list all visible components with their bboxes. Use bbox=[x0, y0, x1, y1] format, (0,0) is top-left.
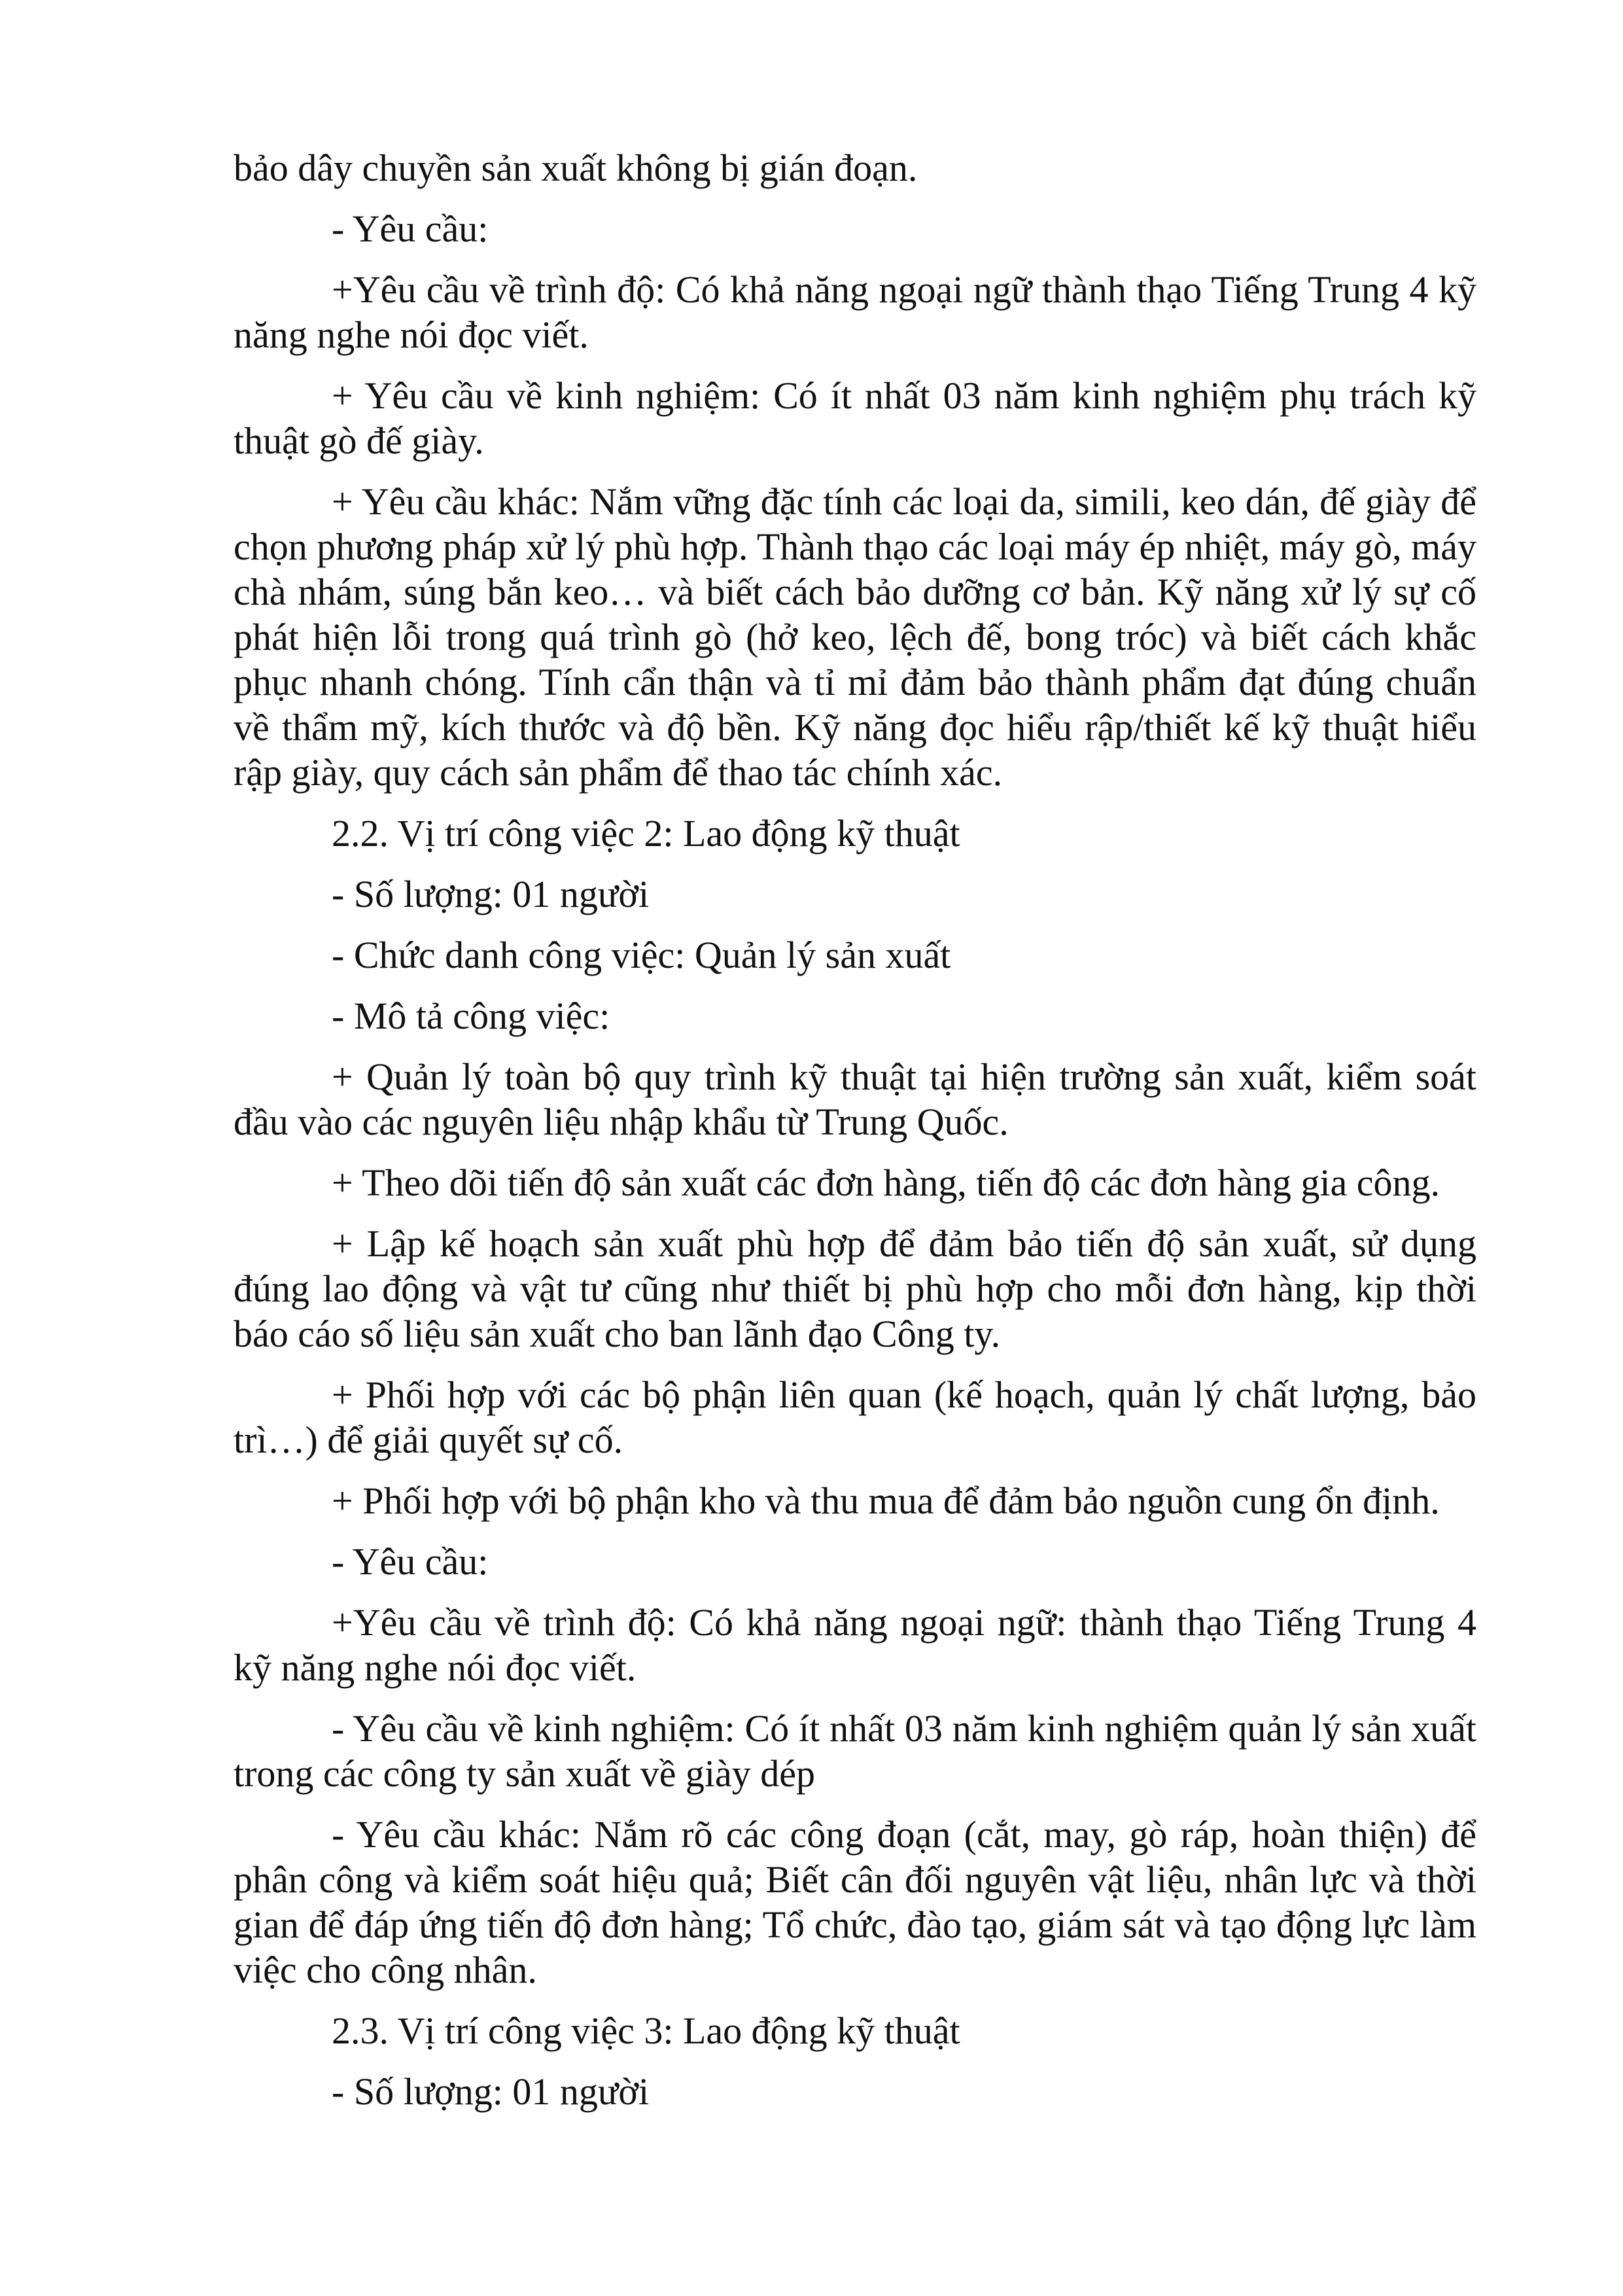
section-2-3-heading: 2.3. Vị trí công việc 3: Lao động kỹ thuật bbox=[332, 2009, 960, 2052]
requirement-experience: - Yêu cầu về kinh nghiệm: Có ít nhất 03 năm kinh nghiệm quản lý sản xuất trong các công ty sản xuất về giày dép bbox=[234, 1707, 1476, 1795]
requirement-other: - Yêu cầu khác: Nắm rõ các công đoạn (cắt, may, gò ráp, hoàn thiện) để phân công và kiểm soát hiệu quả; Biết cân đối nguyên vật liệu, nhân lực và thời gian để đáp ứng tiến độ đơn hàng; Tổ chức, đào tạo, giám sát và tạo động lực làm việc cho công nhân. bbox=[234, 1813, 1476, 1991]
quantity-line: - Số lượng: 01 người bbox=[332, 2070, 650, 2113]
duty-item: + Phối hợp với bộ phận kho và thu mua để đảm bảo nguồn cung ổn định. bbox=[332, 1479, 1440, 1522]
document-page bbox=[234, 145, 1476, 2130]
requirement-education: +Yêu cầu về trình độ: Có khả năng ngoại ngữ thành thạo Tiếng Trung 4 kỹ năng nghe nói đọc viết. bbox=[234, 268, 1476, 356]
requirement-experience: + Yêu cầu về kinh nghiệm: Có ít nhất 03 năm kinh nghiệm phụ trách kỹ thuật gò đế giày. bbox=[234, 374, 1476, 462]
section-2-2-heading: 2.2. Vị trí công việc 2: Lao động kỹ thuật bbox=[332, 812, 960, 855]
requirements-heading: - Yêu cầu: bbox=[332, 1540, 489, 1583]
requirement-other: + Yêu cầu khác: Nắm vững đặc tính các loại da, simili, keo dán, đế giày để chọn phương pháp xử lý phù hợp. Thành thạo các loại máy ép nhiệt, máy gò, máy chà nhám, súng bắn keo… và biết cách bảo dưỡng cơ bản. Kỹ năng xử lý sự cố phát hiện lỗi trong quá trình gò (hở keo, lệch đế, bong tróc) và biết cách khắc phục nhanh chóng. Tính cẩn thận và tỉ mỉ đảm bảo thành phẩm đạt đúng chuẩn về thẩm mỹ, kích thước và độ bền. Kỹ năng đọc hiểu rập/thiết kế kỹ thuật hiểu rập giày, quy cách sản phẩm để thao tác chính xác. bbox=[234, 480, 1476, 794]
duty-item: + Quản lý toàn bộ quy trình kỹ thuật tại hiện trường sản xuất, kiểm soát đầu vào các nguyên liệu nhập khẩu từ Trung Quốc. bbox=[234, 1055, 1476, 1143]
job-title-line: - Chức danh công việc: Quản lý sản xuất bbox=[332, 934, 951, 976]
paragraph-continuation: bảo dây chuyền sản xuất không bị gián đoạn. bbox=[234, 147, 918, 189]
requirements-heading: - Yêu cầu: bbox=[332, 207, 489, 250]
requirement-education: +Yêu cầu về trình độ: Có khả năng ngoại ngữ: thành thạo Tiếng Trung 4 kỹ năng nghe nói đọc viết. bbox=[234, 1601, 1476, 1689]
duty-item: + Phối hợp với các bộ phận liên quan (kế hoạch, quản lý chất lượng, bảo trì…) để giải quyết sự cố. bbox=[234, 1373, 1476, 1461]
duty-item: + Lập kế hoạch sản xuất phù hợp để đảm bảo tiến độ sản xuất, sử dụng đúng lao động và vật tư cũng như thiết bị phù hợp cho mỗi đơn hàng, kịp thời báo cáo số liệu sản xuất cho ban lãnh đạo Công ty. bbox=[234, 1222, 1476, 1355]
quantity-line: - Số lượng: 01 người bbox=[332, 873, 650, 915]
job-description-heading: - Mô tả công việc: bbox=[332, 995, 610, 1037]
duty-item: + Theo dõi tiến độ sản xuất các đơn hàng, tiến độ các đơn hàng gia công. bbox=[332, 1161, 1440, 1204]
